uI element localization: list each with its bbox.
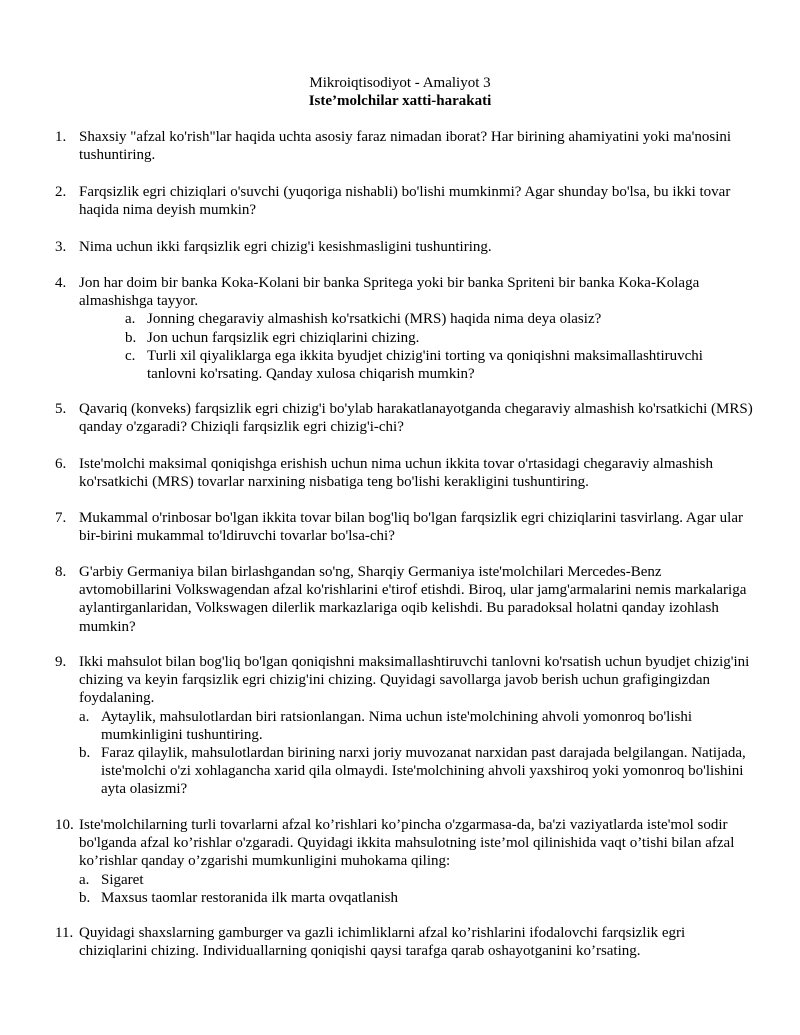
sub-question-list bbox=[79, 708, 755, 799]
question-text: Ikki mahsulot bilan bog'liq bo'lgan qoniqishni maksimallashtiruvchi tanlovni ko'rsatish uchun byudjet chizig'ini chizing va keyin farqsizlik egri chizig'ini chizing. Quyidagi savollarga javob berish uchun grafigingizdan foydalaning. bbox=[79, 654, 750, 707]
question-text: G'arbiy Germaniya bilan birlashgandan so'ng, Sharqiy Germaniya iste'molchilari Mercedes-Benz avtomobillarini Volkswagendan afzal ko'rishlarini e'tirof etishdi. Biroq, ular jamg'armalarini nemis markalariga aylantirganlaridan, Volkswagen dilerlik markazlariga oqib kelishdi. Bu paradoksal holatni qanday izohlash mumkin? bbox=[79, 564, 747, 635]
question-number: 4. bbox=[55, 275, 67, 291]
question-text: Shaxsiy "afzal ko'rish"lar haqida uchta asosiy faraz nimadan iborat? Har birining ahamiyatini yoki ma'nosini tushuntiring. bbox=[79, 129, 732, 164]
question-number: 6. bbox=[55, 456, 67, 472]
sub-question-text: Sigaret bbox=[101, 871, 144, 888]
sub-question-label: a. bbox=[79, 871, 90, 888]
sub-question-list bbox=[79, 871, 755, 907]
question-number: 9. bbox=[55, 654, 67, 670]
question-number: 8. bbox=[55, 564, 67, 580]
sub-question-text: Jonning chegaraviy almashish ko'rsatkichi (MRS) haqida nima deya olasiz? bbox=[147, 311, 602, 328]
sub-question-b bbox=[79, 889, 755, 907]
question-text: Iste'molchilarning turli tovarlarni afzal ko’rishlari ko’pincha o'zgarmasa-da, ba'zi vaziyatlarda iste'mol sodir bo'lganda afzal ko’rishlar o'zgaradi. Quyidagi ikkita mahsulotning iste’mol qilinishida vaqt o’tishi bilan afzal ko’rishlar qanday o’zgarishi mumkunligini muhokama qiling: bbox=[79, 817, 735, 870]
sub-question-b bbox=[125, 329, 755, 347]
sub-question-label: b. bbox=[125, 329, 137, 346]
question-number: 5. bbox=[55, 401, 67, 417]
sub-question-text: Faraz qilaylik, mahsulotlardan birining narxi joriy muvozanat narxidan past darajada belgilangan. Natijada, iste'molchi o'zi xohlagancha xarid qila olmaydi. Iste'molchining ahvoli yaxshiroq yoki yomonroq bo'lishini ayta olasizmi? bbox=[101, 745, 746, 798]
sub-question-label: b. bbox=[79, 745, 91, 762]
page-title: Mikroiqtisodiyot - Amaliyot 3 bbox=[309, 75, 491, 91]
question-number: 1. bbox=[55, 129, 67, 145]
question-text: Mukammal o'rinbosar bo'lgan ikkita tovar bilan bog'liq bo'lgan farqsizlik egri chiziqlarini tasvirlang. Agar ular bir-birini mukammal to'ldiruvchi tovarlar bo'lsa-chi? bbox=[79, 510, 743, 545]
question-text: Jon har doim bir banka Koka-Kolani bir banka Spritega yoki bir banka Spriteni bir banka Koka-Kolaga almashishga tayyor. bbox=[79, 275, 700, 310]
sub-question-a bbox=[79, 871, 755, 889]
document-header bbox=[0, 74, 800, 110]
question-number: 2. bbox=[55, 184, 67, 200]
question-number: 11. bbox=[55, 925, 74, 941]
question-number: 7. bbox=[55, 510, 67, 526]
sub-question-text: Maxsus taomlar restoranida ilk marta ovqatlanish bbox=[101, 889, 399, 906]
sub-question-b bbox=[79, 744, 755, 799]
sub-question-a bbox=[125, 310, 755, 328]
question-text: Quyidagi shaxslarning gamburger va gazli ichimliklarni afzal ko’rishlarini ifodalovchi farqsizlik egri chiziqlarini chizing. Individuallarning qoniqishi qaysi tarafga qarab oshayotganini ko’rsating. bbox=[79, 925, 686, 960]
sub-question-text: Turli xil qiyaliklarga ega ikkita byudjet chizig'ini torting va qoniqishni maksimallashtiruvchi tanlovni ko'rsating. Qanday xulosa chiqarish mumkin? bbox=[147, 347, 703, 383]
page-subtitle: Iste’molchilar xatti-harakati bbox=[308, 93, 492, 109]
sub-question-text: Jon uchun farqsizlik egri chiziqlarini chizing. bbox=[147, 329, 420, 346]
question-text: Iste'molchi maksimal qoniqishga erishish uchun nima uchun ikkita tovar o'rtasidagi chegaraviy almashish ko'rsatkichi (MRS) tovarlar narxining nisbatiga teng bo'lishi kerakligini tushuntiring. bbox=[79, 456, 714, 491]
question-number: 10. bbox=[55, 817, 74, 833]
question-text: Farqsizlik egri chiziqlari o'suvchi (yuqoriga nishabli) bo'lishi mumkinmi? Agar shunday bo'lsa, bu ikki tovar haqida nima deyish mumkin? bbox=[79, 184, 731, 219]
question-text: Qavariq (konveks) farqsizlik egri chizig'i bo'ylab harakatlanayotganda chegaraviy almashish ko'rsatkichi (MRS) qanday o'zgaradi? Chiziqli farqsizlik egri chizig'i-chi? bbox=[79, 401, 753, 436]
sub-question-label: a. bbox=[79, 708, 90, 725]
sub-question-c bbox=[125, 347, 755, 383]
sub-question-label: b. bbox=[79, 889, 91, 906]
sub-question-label: a. bbox=[125, 311, 136, 328]
sub-question-label: c. bbox=[125, 347, 136, 364]
sub-question-a bbox=[79, 708, 755, 744]
question-number: 3. bbox=[55, 239, 67, 255]
sub-question-text: Aytaylik, mahsulotlardan biri ratsionlangan. Nima uchun iste'molchining ahvoli yomonroq bo'lishi mumkinligini tushuntiring. bbox=[101, 708, 693, 743]
question-text: Nima uchun ikki farqsizlik egri chizig'i kesishmasligini tushuntiring. bbox=[79, 239, 492, 255]
sub-question-list bbox=[79, 310, 755, 383]
